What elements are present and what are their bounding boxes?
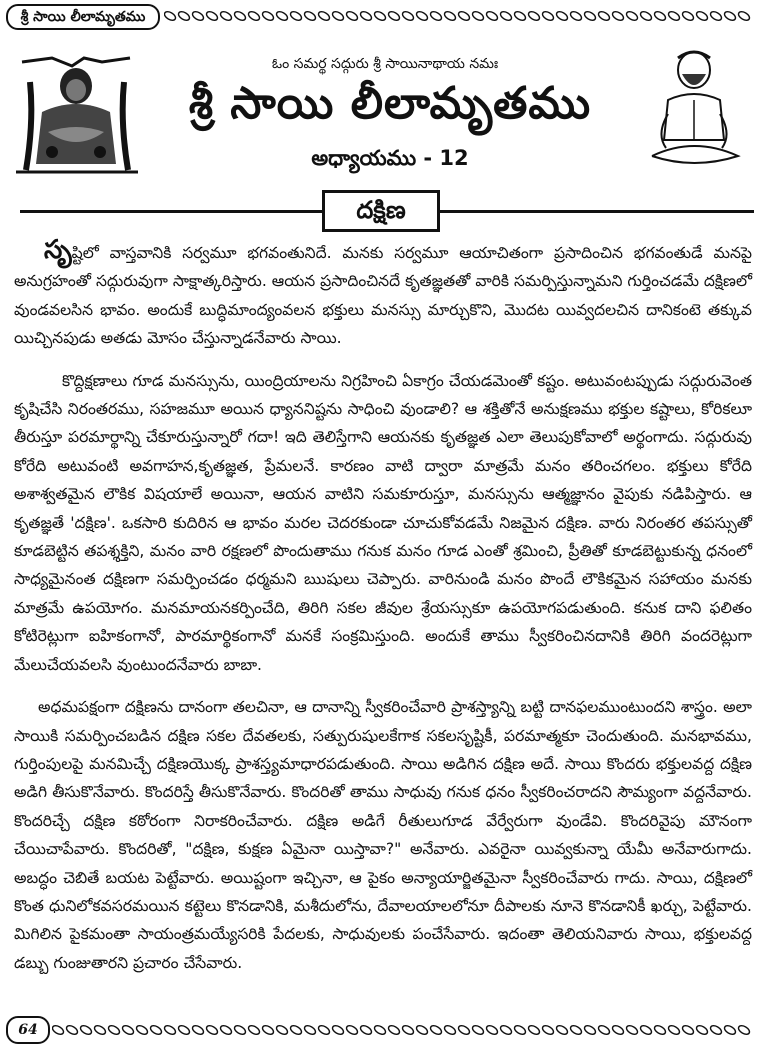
saint-portrait-illustration bbox=[12, 52, 142, 178]
running-header bbox=[6, 4, 759, 30]
paragraph-dropcap: సృ bbox=[44, 235, 72, 265]
paragraph bbox=[14, 236, 752, 353]
paragraph-text: ష్టిలో వాస్తవానికి సర్వమూ భగవంతునిదే. మనకు సర్వమూ ఆయాచితంగా ప్రసాదించిన భగవంతుడే మనపై అనుగ్రహంతో సద్గురువుగా సాక్షాత్కరిస్తారు. ఆయన ప్రసాదించినదే కృతజ్ఞతతో వారికి సమర్పిస్తున్నామని గుర్తించడమే దక్షిణలో వుండవలసిన భావం. అందుకే బుద్ధిమాంద్యంవలన భక్తులు మనస్సు మార్చుకొని, మొదట యివ్వదలచిన దానికంటె తక్కువ యిచ్చినపుడు అతడు మోసం చేస్తున్నాడనేవారు సాయి. bbox=[14, 244, 752, 348]
chapter-heading: అధ్యాయము - 12 bbox=[311, 146, 469, 170]
page-number: 64 bbox=[6, 1016, 50, 1044]
paragraph bbox=[14, 367, 752, 679]
topic-divider-right bbox=[434, 210, 754, 213]
topic-title: దక్షిణ bbox=[356, 195, 406, 224]
paragraph-text: అధమపక్షంగా దక్షిణను దానంగా తలచినా, ఆ దానాన్ని స్వీకరించేవారి ప్రాశస్త్యాన్ని బట్టి దానఫలముంటుందని శాస్త్రం. అలా సాయికి సమర్పించబడిన దక్షిణ సకల దేవతలకు, సత్పురుషులకేగాక సకలసృష్టికీ, పరమాత్మకూ చెందుతుంది. మనభావము, గుర్తింపులపై మనమిచ్చే దక్షిణయొక్క ప్రాశస్త్యమాధారపడుతుంది. సాయి అడిగిన దక్షిణ అదే. సాయి కొందరు భక్తులవద్ద దక్షిణ అడిగి తీసుకొనేవారు. కొందరిస్తే తీసుకొనేవారు. కొందరితో తాము సాధువు గనుక ధనం స్వీకరించరాదని సౌమ్యంగా వద్దనేవారు. కొందరిచ్చే దక్షిణ కఠోరంగా నిరాకరించేవారు. దక్షిణ అడిగే రీతులుగూడ వేర్వేరుగా వుండేవి. కొందరివైపు మౌనంగా చేయిచాపేవారు. కొందరితో, "దక్షిణ, కుక్షణ ఏమైనా యిస్తావా?" అనేవారు. ఎవరైనా యివ్వకున్నా యేమీ అనేవారుగాదు. అబద్ధం చెబితే బయట పెట్టేవారు. అయిష్టంగా ఇచ్చినా, ఆ పైకం అన్యాయార్జితమైనా స్వీకరించేవారు గాదు. సాయి, దక్షిణలో కొంత ధునిలోకవసరమయిన కట్టెలు కొనడానికి, మశీదులోను, దేవాలయాలలోనూ దీపాలకు నూనె కొనడానికీ ఖర్చు, పెట్టేవారు. మిగిలిన పైకమంతా సాయంత్రమయ్యేసరికి పేదలకు, సాధువులకు పంచేసేవారు. ఇదంతా తెలియనివారు సాయి, భక్తులవద్ద డబ్బు గుంజుతారని ప్రచారం చేసేవారు. bbox=[14, 698, 752, 972]
book-title: శ్రీ సాయి లీలామృతము bbox=[188, 78, 592, 129]
invocation-line: ఓం సమర్థ సద్గురు శ్రీ సాయినాథాయ నమః bbox=[271, 56, 499, 72]
page-footer bbox=[6, 1016, 759, 1046]
topic-divider-left bbox=[20, 210, 322, 213]
chapter-body bbox=[14, 236, 752, 991]
paragraph-text: కొద్దిక్షణాలు గూడ మనస్సును, యింద్రియాలను నిగ్రహించి ఏకాగ్రం చేయడమెంతో కష్టం. అటువంటప్పుడు సద్గురువెంత కృషిచేసి నిరంతరము, సహజమూ అయిన ధ్యాననిష్టను సాధించి వుండాలి? ఆ శక్తితోనే అనుక్షణము భక్తుల కష్టాలు, కోరికలూ తీరుస్తూ పరమార్థాన్ని చేకూరుస్తున్నారో గదా! ఇది తెలిస్తేగాని ఆయనకు కృతజ్ఞత ఎలా తెలుపుకోవాలో అర్థంగాదు. సద్గురువు కోరేది అటువంటి అవగాహన,కృతజ్ఞత, ప్రేమలనే. కారణం వాటి ద్వారా మాత్రమే మనం తరించగలం. భక్తులు కోరేది అశాశ్వతమైన లౌకిక విషయాలే అయినా, ఆయన వాటిని సమకూరుస్తూ, మనస్సును ఆత్మజ్ఞానం వైపుకు నడిపిస్తారు. ఆ కృతజ్ఞతే 'దక్షిణ'. ఒకసారి కుదిరిన ఆ భావం మరల చెదరకుండా చూచుకోవడమే నిజమైన దక్షిణ. వారు నిరంతర తపస్సుతో కూడబెట్టిన తపశ్శక్తిని, మనం వారి రక్షణలో పొందుతాము గనుక మనం గూడ ఎంతో శ్రమించి, ప్రీతితో కూడబెట్టుకున్న ధనంలో సాధ్యమైనంత దక్షిణగా సమర్పించడం ధర్మమని ఋషులు చెప్పారు. వారినుండి మనం పొందే లౌకికమైన సహాయం మనకు మాత్రమే ఉపయోగం. మనమాయనకర్పించేది, తిరిగి సకల జీవుల శ్రేయస్సుకూ ఉపయోగపడుతుంది. కనుక దాని ఫలితం కోటిరెట్లుగా ఐహికంగానో, పారమార్థికంగానో మనకే సంక్రమిస్తుంది. అందుకే తాము స్వీకరించినదానికి తిరిగి వందరెట్లుగా మేలుచేయవలసి వుంటుందనేవారు బాబా. bbox=[14, 371, 752, 674]
topic-title-box bbox=[322, 190, 440, 232]
decorative-chain-border bbox=[52, 1024, 756, 1036]
paragraph bbox=[14, 693, 752, 977]
devotee-portrait-illustration bbox=[638, 44, 748, 174]
decorative-chain-border bbox=[164, 10, 756, 22]
running-title: శ్రీ సాయి లీలామృతము bbox=[6, 4, 160, 30]
